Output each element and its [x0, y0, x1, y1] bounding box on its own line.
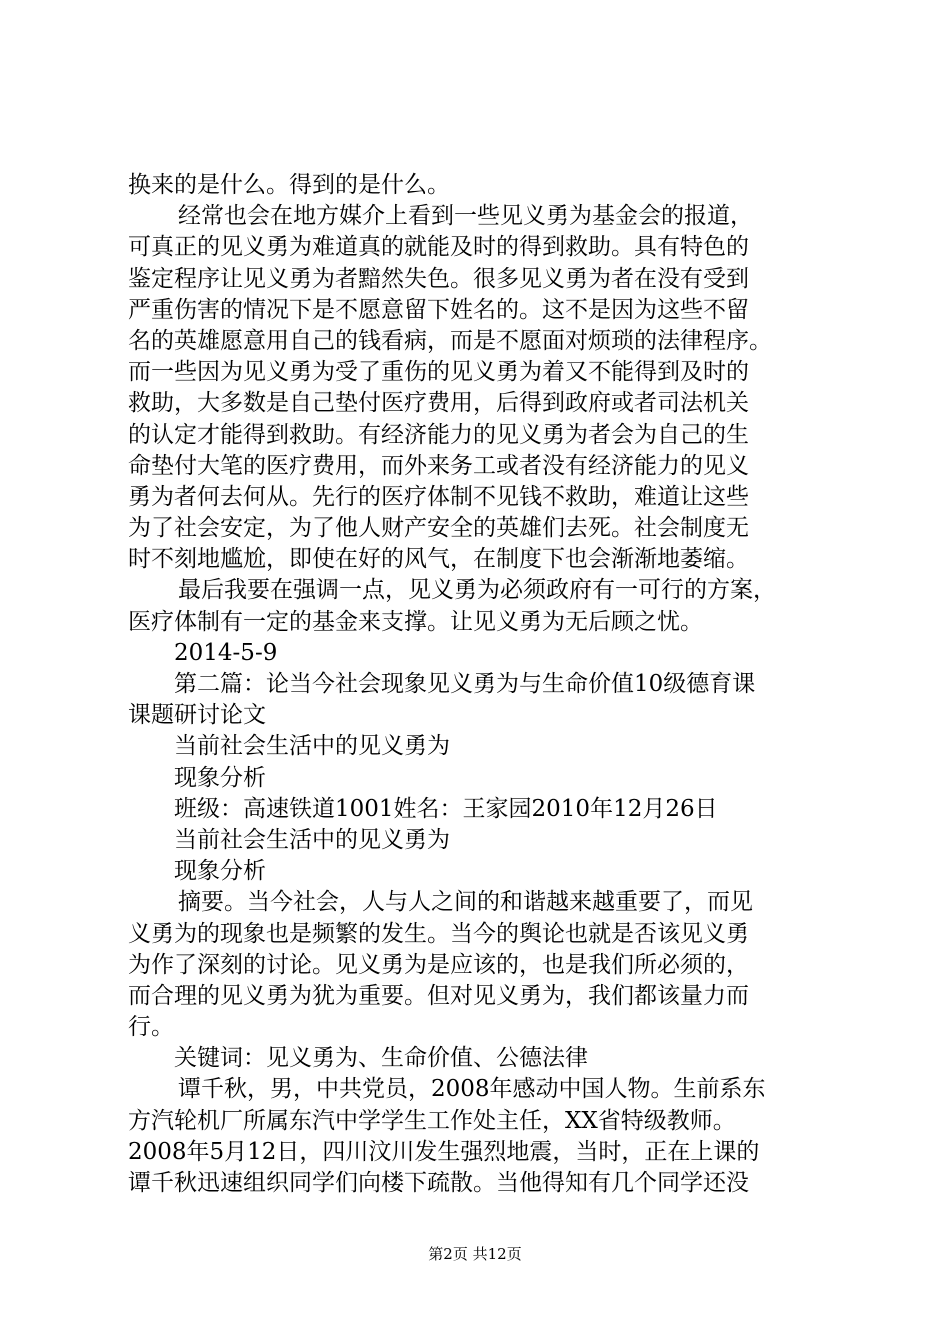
author-line: 班级：高速铁道1001姓名：王家园2010年12月26日: [174, 795, 718, 822]
text-line: 的认定才能得到救助。有经济能力的见义勇为者会为自己的生: [128, 421, 749, 448]
section-title-continued: 课题研讨论文: [128, 702, 266, 729]
text-line: 最后我要在强调一点，见义勇为必须政府有一可行的方案，: [178, 577, 776, 604]
text-line: 当前社会生活中的见义勇为: [174, 733, 450, 760]
text-line: 而合理的见义勇为犹为重要。但对见义勇为，我们都该量力而: [128, 982, 749, 1009]
text-line: 换来的是什么。得到的是什么。: [128, 172, 450, 198]
text-line: 救助，大多数是自己垫付医疗费用，后得到政府或者司法机关: [128, 390, 749, 417]
date-line: 2014-5-9: [174, 639, 278, 666]
text-line: 当前社会生活中的见义勇为: [174, 826, 450, 853]
text-line: 行。: [128, 1014, 174, 1041]
text-line: 为作了深刻的讨论。见义勇为是应该的，也是我们所必须的，: [128, 951, 749, 978]
text-line: 命垫付大笔的医疗费用，而外来务工或者没有经济能力的见义: [128, 452, 749, 479]
text-line: 为了社会安定，为了他人财产安全的英雄们去死。社会制度无: [128, 515, 749, 542]
page-footer: 第2页 共12页: [428, 1245, 522, 1263]
text-line: 而一些因为见义勇为受了重伤的见义勇为着又不能得到及时的: [128, 359, 749, 386]
document-body: [128, 170, 833, 1199]
text-line: 现象分析: [174, 764, 266, 791]
text-line: 2008年5月12日，四川汶川发生强烈地震，当时，正在上课的: [128, 1138, 760, 1165]
text-line: 勇为者何去何从。先行的医疗体制不见钱不救助，难道让这些: [128, 483, 749, 510]
text-line: 医疗体制有一定的基金来支撑。让见义勇为无后顾之忧。: [128, 608, 703, 635]
abstract-line: 摘要。当今社会，人与人之间的和谐越来越重要了，而见: [178, 889, 753, 916]
text-line: 现象分析: [174, 858, 266, 885]
section-title: 第二篇：论当今社会现象见义勇为与生命价值10级德育课: [174, 671, 756, 697]
text-line: 名的英雄愿意用自己的钱看病，而是不愿面对烦琐的法律程序。: [128, 327, 772, 354]
text-line: 义勇为的现象也是频繁的发生。当今的舆论也就是否该见义勇: [128, 920, 749, 947]
keywords-line: 关键词：见义勇为、生命价值、公德法律: [174, 1045, 588, 1072]
text-line: 方汽轮机厂所属东汽中学学生工作处主任，XX省特级教师。: [128, 1107, 736, 1134]
text-line: 谭千秋，男，中共党员，2008年感动中国人物。生前系东: [178, 1076, 766, 1103]
text-line: 鉴定程序让见义勇为者黯然失色。很多见义勇为者在没有受到: [128, 265, 749, 292]
text-line: 严重伤害的情况下是不愿意留下姓名的。这不是因为这些不留: [128, 296, 749, 323]
text-line: 谭千秋迅速组织同学们向楼下疏散。当他得知有几个同学还没: [128, 1170, 749, 1196]
text-line: 经常也会在地方媒介上看到一些见义勇为基金会的报道，: [178, 203, 753, 230]
text-line: 时不刻地尴尬，即使在好的风气，在制度下也会渐渐地萎缩。: [128, 546, 749, 573]
text-line: 可真正的见义勇为难道真的就能及时的得到救助。具有特色的: [128, 234, 749, 261]
